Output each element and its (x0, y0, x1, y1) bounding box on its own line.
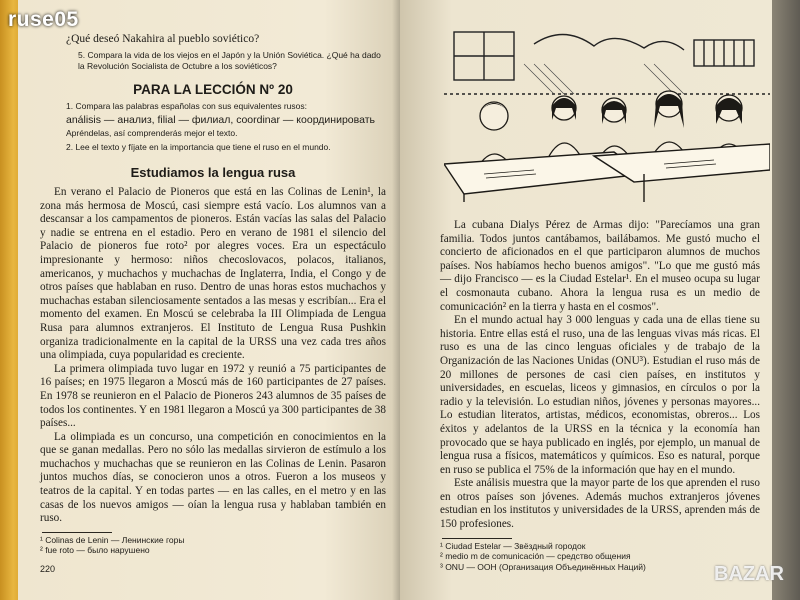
paragraph: Este análisis muestra que la mayor parte de los que aprenden el ruso en otros países son jóvenes. Además muchos extranjeros jóvenes estudian en los institutos y universidades de la URSS, aprenden más de 150 profesiones. (440, 477, 760, 531)
paragraph: La cubana Dialys Pérez de Armas dijo: "Parecíamos una gran familia. Todos juntos cantábamos, bailábamos. Me gustó mucho el concierto de aficionados en el que participaron alumnos de muchos países. Nos habíamos hecho buenos amigos". "Lo que me gustó más — dijo Francisco — es la Ciudad Estelar¹. En el museo ocupa su lugar el cosmonauta cubano. Ahora la lengua rusa es un medio de comunicación² en la tierra y hasta en el cosmos". (440, 219, 760, 313)
article-body (40, 186, 386, 526)
paragraph: En verano el Palacio de Pioneros que está en las Colinas de Lenin¹, la zona más hermosa de Moscú, casi siempre está vacío. Los alumnos van a descansar a los campamentos de pioneros. Están vacías las salas del Palacio y nadie se entrena en el estadio. Pero en verano de 1981 el silencio del Palacio de pioneros fue roto² por alegres voces. Era un espectáculo impresionante y hermoso: niños checoslovacos, polacos, italianos, americanos, y muchachos y muchachas de Inglaterra, India, el Congo y de otros países que hablaban en ruso. Dentro de unas horas estos muchachos y muchachas estaban silenciosamente sentados a las mesas y escribían... Era el momento del examen. En Moscú se celebraba la III Olimpiada de Lengua Rusa para alumnos extranjeros. El Instituto de Lengua Rusa Pushkin organiza tradicionalmente en la capital de la URSS una vez cada tres años una olimpiada, cuya popularidad es creciente. (40, 186, 386, 362)
exercise-1: 1. Compara las palabras españolas con sus equivalentes rusos: (66, 101, 307, 111)
lesson-heading: PARA LA LECCIÓN Nº 20 (133, 82, 293, 97)
word-pairs: análisis — анализ, filial — филиал, coordinar — координировать (66, 114, 375, 126)
article-title: Estudiamos la lengua rusa (130, 165, 296, 180)
paragraph: La olimpiada es un concurso, una competición en conocimientos en la que se ganan medallas. Pero no sólo las medallas sirvieron de estímulo a los muchachos y muchachas que se reunieron en las Colinas de Lenin. Pasaron juntos muchos días, se conocieron unos a otros. Fueron a los museos y teatros de la capital. Y en todas partes — en las calles, en el metro y en las casas de los nuevos amigos — oían la lengua rusa y hablaban también en ruso. (40, 430, 386, 525)
article-body-continued (440, 219, 760, 532)
footnote: ¹ Colinas de Lenin — Ленинские горы (40, 534, 185, 545)
learn-instruction: Apréndelas, así comprenderás mejor el texto. (66, 128, 238, 138)
table-background (772, 0, 800, 600)
exercise-2: 2. Lee el texto y fíjate en la importancia que tiene el ruso en el mundo. (66, 142, 331, 152)
footnote: ² fue roto — было нарушено (40, 545, 150, 556)
left-page (18, 0, 400, 600)
right-page (400, 0, 772, 600)
footnote: ¹ Ciudad Estelar — Звёздный городок (440, 540, 586, 551)
paragraph: En el mundo actual hay 3 000 lenguas y cada una de ellas tiene su historia. Entre ellas está el ruso, una de las lenguas vivas más ricas. El ruso es una de las cinco lenguas oficiales y de trabajo de la Organización de las Naciones Unidas (ONU³). Estudian el ruso más de 20 millones de persones de casi cien países, en institutos y universidades, en escuelas, liceos y gimnasios, en círculos o por la radio y la televisión. Lo estudian niños, jóvenes y personas mayores... Lo estudian literatos, artistas, médicos, economistas, obreros... Los éxitos y adelantos de la URSS en la técnica y la economía han provocado que se haya publicado en inglés, por ejemplo, un manual de lengua rusa a físicos, matemáticos y químicos. Eso es natural, porque en ruso se publica el 75% de la información que hay en el mundo. (440, 314, 760, 476)
question-text: ¿Qué deseó Nakahira al pueblo soviético? (66, 33, 260, 45)
exercise-5: 5. Compara la vida de los viejos en el Japón y la Unión Soviética. ¿Qué ha dado la Revolución Socialista de Octubre a los soviéticos? (78, 50, 381, 71)
page-number: 220 (40, 563, 56, 574)
footnote-divider (442, 538, 512, 539)
footnote: ² medio m de comunicación — средство общения (440, 551, 631, 562)
footnote: ³ ONU — ООН (Организация Объединённых Наций) (440, 561, 646, 572)
paragraph: La primera olimpiada tuvo lugar en 1972 y reunió a 75 participantes de 16 países; en 1975 llegaron a Moscú más de 160 participantes de 27 países. En 1978 se reunieron en el Palacio de Pioneros 243 alumnos de 35 países de todos los continentes. Y en 1981 llegaron a Moscú ya 300 participantes de 38 países... (40, 362, 386, 430)
classroom-illustration (444, 24, 770, 202)
watermark: BAZAR (714, 563, 784, 585)
footnote-divider (42, 532, 112, 533)
seller-logo: ruse05 (8, 8, 79, 31)
